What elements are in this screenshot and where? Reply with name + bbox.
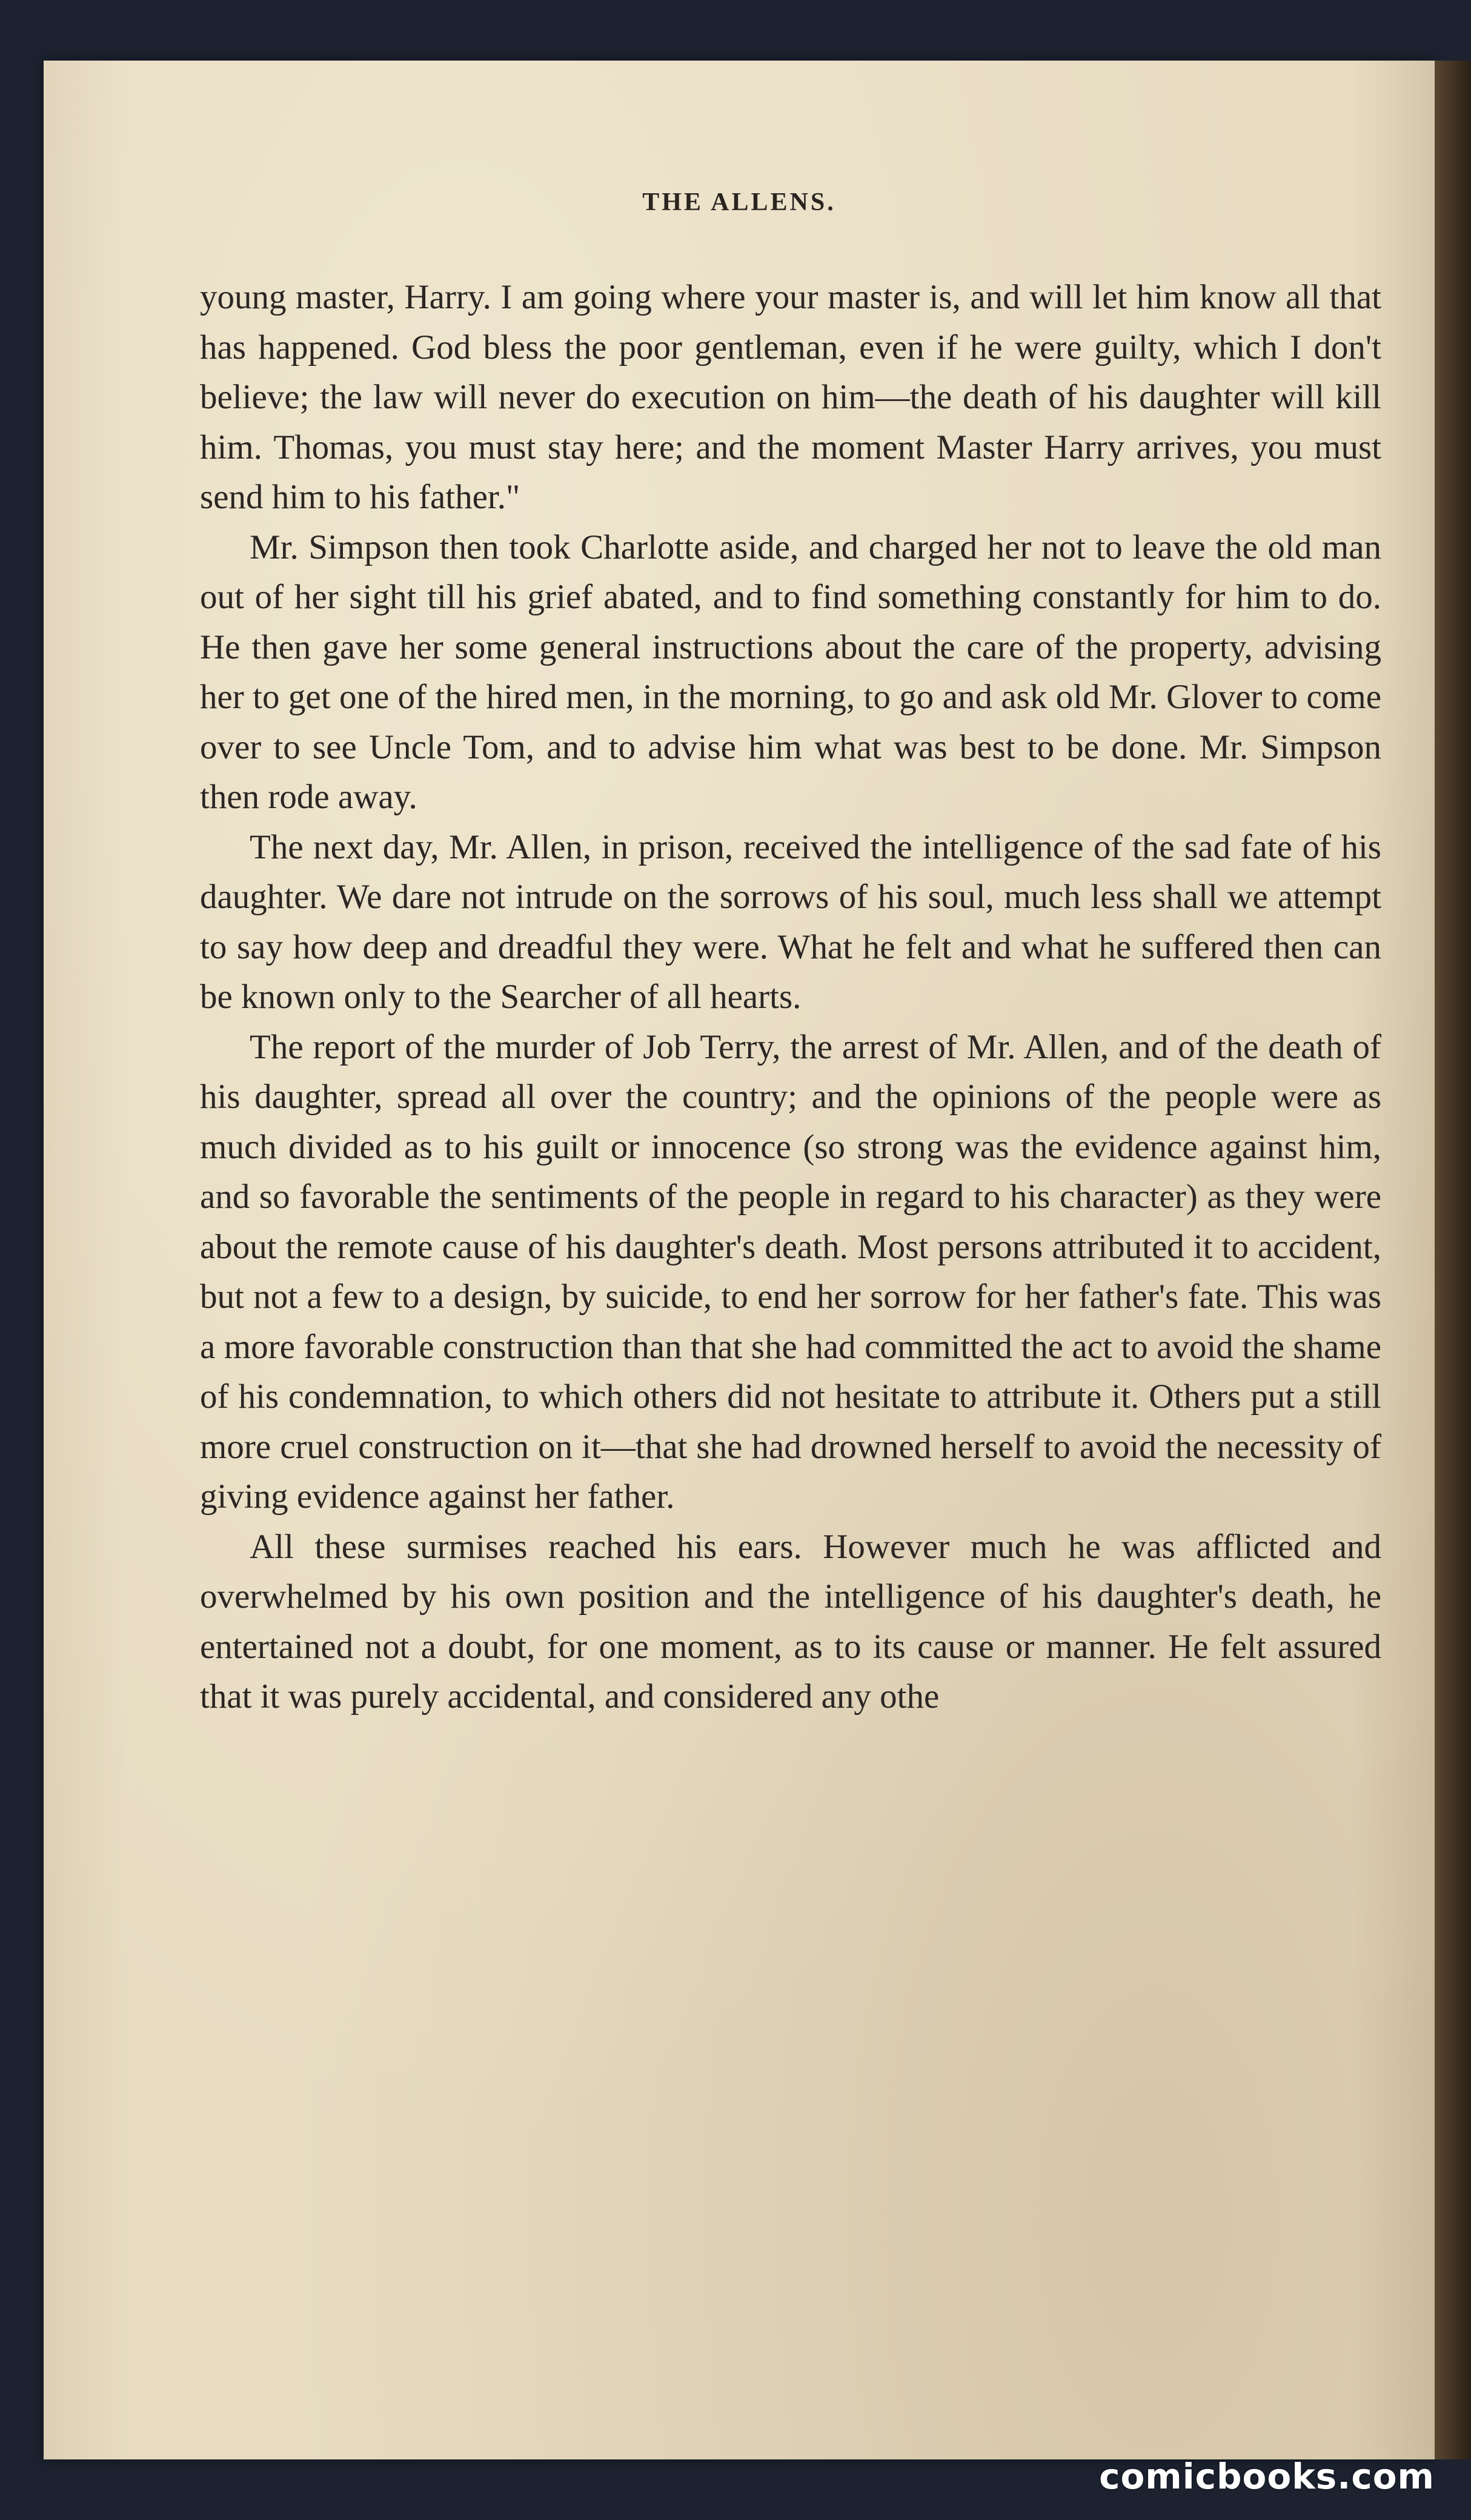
running-head: THE ALLENS. bbox=[642, 188, 836, 216]
paragraph-2: Mr. Simpson then took Charlotte aside, and charged her not to leave the old man out of her sight till his grief abated, and to find something constantly for him to do. He then gave her some general instructions about the care of the property, advising her to get one of the hired men, in the morning, to go and ask old Mr. Glover to come over to see Uncle Tom, and to advise him what was best to be done. Mr. Simpson then rode away. bbox=[200, 528, 1381, 816]
site-watermark: comicbooks.com bbox=[1099, 2456, 1435, 2497]
paragraph-3: The next day, Mr. Allen, in prison, received the intelligence of the sad fate of his daughter. We dare not intrude on the sorrows of his soul, much less shall we attempt to say how deep and dreadful they were. What he felt and what he suffered then can be known only to the Searcher of all hearts. bbox=[200, 827, 1381, 1016]
book-spine-edge bbox=[1435, 61, 1471, 2459]
paragraph-1: young master, Harry. I am going where your master is, and will let him know all that has happened. God bless the poor gentleman, even if he were guilty, which I don't believe; the law will never do execution on him—the death of his daughter will kill him. Thomas, you must stay here; and the moment Master Harry arrives, you must send him to his father." bbox=[200, 278, 1381, 516]
body-text bbox=[200, 273, 1381, 1722]
paragraph-4: The report of the murder of Job Terry, the arrest of Mr. Allen, and of the death of his daughter, spread all over the country; and the opinions of the people were as much divided as to his guilt or innocence (so strong was the evidence against him, and so favorable the sentiments of the people in regard to his character) as they were about the remote cause of his daughter's death. Most persons attributed it to accident, but not a few to a design, by suicide, to end her sorrow for her father's fate. This was a more favorable construction than that she had committed the act to avoid the shame of his condemnation, to which others did not hesitate to attribute it. Others put a still more cruel construction on it—that she had drowned herself to avoid the necessity of giving evidence against her father. bbox=[200, 1027, 1381, 1516]
book-page bbox=[44, 61, 1435, 2459]
paragraph-5: All these surmises reached his ears. However much he was afflicted and overwhelmed by his own position and the intelligence of his daughter's death, he entertained not a doubt, for one moment, as to its cause or manner. He felt assured that it was purely accidental, and considered any othe bbox=[200, 1527, 1381, 1716]
